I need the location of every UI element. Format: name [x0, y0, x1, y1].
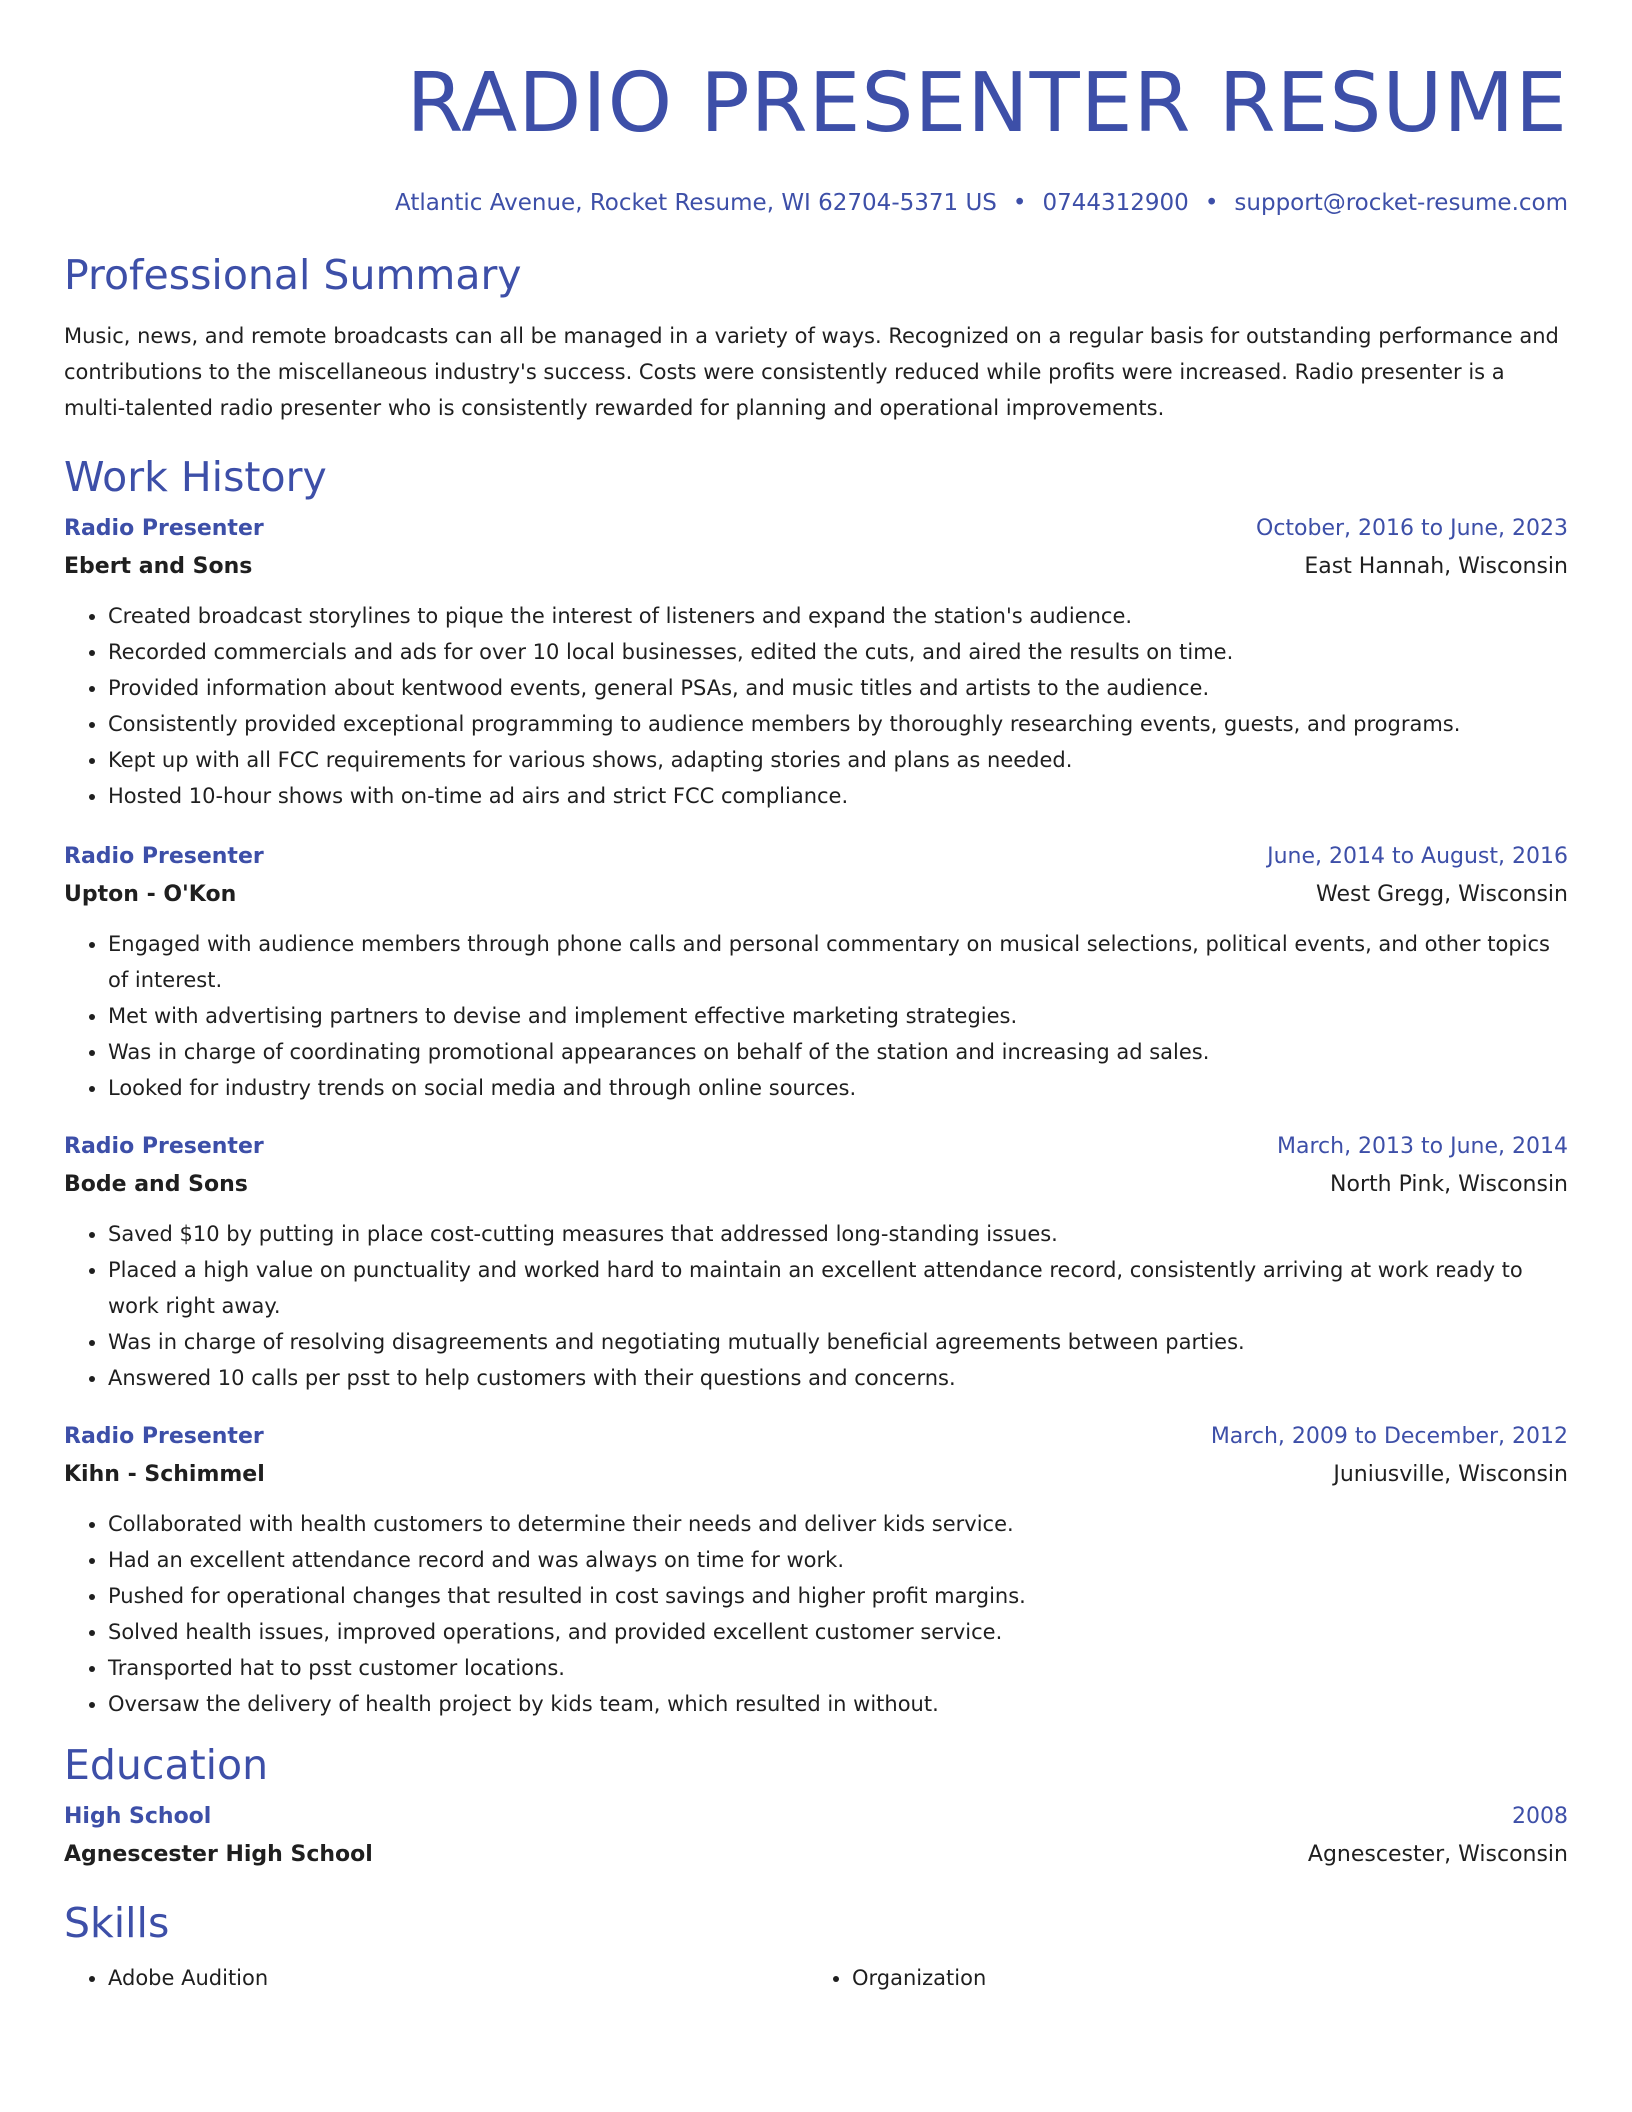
contact-line — [64, 188, 1568, 218]
job-bullet: • Answered 10 calls per psst to help customers with their questions and concerns. — [108, 1360, 1568, 1396]
job-title: Radio Presenter — [64, 1134, 264, 1159]
job-title: Radio Presenter — [64, 1424, 264, 1449]
education-year: 2008 — [1512, 1804, 1568, 1829]
job-title: Radio Presenter — [64, 844, 264, 869]
work-history-list — [64, 510, 1568, 1722]
job-bullet: • Had an excellent attendance record and was always on time for work. — [108, 1542, 1568, 1578]
job-row-top — [64, 510, 1568, 548]
job-company: Upton - O'Kon — [64, 882, 237, 907]
job-bullet: • Recorded commercials and ads for over 10 local businesses, edited the cuts, and aired the results on time. — [108, 634, 1568, 670]
job-bullet: • Met with advertising partners to devise and implement effective marketing strategies. — [108, 998, 1568, 1034]
job-row-bottom — [64, 1166, 1568, 1204]
job-row-bottom — [64, 1456, 1568, 1494]
job-bullet: • Was in charge of resolving disagreements and negotiating mutually beneficial agreements between parties. — [108, 1324, 1568, 1360]
skills-column-right — [808, 1960, 1552, 1996]
job-location: North Pink, Wisconsin — [1330, 1172, 1568, 1197]
job-row-top — [64, 838, 1568, 876]
skill-item: • Organization — [852, 1960, 1552, 1996]
summary-heading: Professional Summary — [64, 251, 522, 299]
job-bullet: • Hosted 10-hour shows with on-time ad airs and strict FCC compliance. — [108, 778, 1568, 814]
summary-text: Music, news, and remote broadcasts can all be managed in a variety of ways. Recognized on a regular basis for outstanding performance and contributions to the miscellaneous industry's success. Costs were consistently reduced while profits were increased. Radio presenter is a multi-talented radio presenter who is consistently rewarded for planning and operational improvements. — [64, 324, 1559, 420]
contact-phone: 0744312900 — [1042, 190, 1189, 216]
job-entry — [64, 1128, 1568, 1396]
job-row-top — [64, 1418, 1568, 1456]
job-dates: March, 2009 to December, 2012 — [1210, 1424, 1568, 1449]
job-bullet: • Solved health issues, improved operations, and provided excellent customer service. — [108, 1614, 1568, 1650]
job-bullets — [64, 1216, 1568, 1396]
job-location: West Gregg, Wisconsin — [1315, 882, 1568, 907]
job-row-top — [64, 1128, 1568, 1166]
job-bullet: • Pushed for operational changes that resulted in cost savings and higher profit margins. — [108, 1578, 1568, 1614]
education-location: Agnescester, Wisconsin — [1307, 1842, 1568, 1867]
job-location: East Hannah, Wisconsin — [1304, 554, 1568, 579]
job-bullets — [64, 598, 1568, 814]
resume-title: RADIO PRESENTER RESUME — [406, 56, 1568, 151]
job-company: Kihn - Schimmel — [64, 1462, 265, 1487]
skills-list — [64, 1948, 1568, 1996]
skills-heading: Skills — [64, 1899, 170, 1947]
job-dates: March, 2013 to June, 2014 — [1277, 1134, 1568, 1159]
job-bullet: • Placed a high value on punctuality and worked hard to maintain an excellent attendance record, consistently arriving at work ready to work right away. — [108, 1252, 1568, 1324]
job-bullet: • Was in charge of coordinating promotional appearances on behalf of the station and increasing ad sales. — [108, 1034, 1568, 1070]
education-degree: High School — [64, 1804, 212, 1829]
job-dates: June, 2014 to August, 2016 — [1267, 844, 1568, 869]
education-school: Agnescester High School — [64, 1842, 373, 1867]
job-company: Ebert and Sons — [64, 554, 253, 579]
skill-item: • Adobe Audition — [108, 1960, 808, 1996]
work-history-heading: Work History — [64, 453, 327, 501]
contact-address: Atlantic Avenue, Rocket Resume, WI 62704-5371 US — [394, 190, 997, 216]
job-bullet: • Kept up with all FCC requirements for various shows, adapting stories and plans as needed. — [108, 742, 1568, 778]
skills-column-left — [64, 1960, 808, 1996]
job-row-bottom — [64, 548, 1568, 586]
job-company: Bode and Sons — [64, 1172, 248, 1197]
education-heading: Education — [64, 1741, 269, 1789]
job-bullet: • Collaborated with health customers to determine their needs and deliver kids service. — [108, 1506, 1568, 1542]
education-entry — [64, 1798, 1568, 1874]
job-title: Radio Presenter — [64, 516, 264, 541]
job-dates: October, 2016 to June, 2023 — [1256, 516, 1568, 541]
job-entry — [64, 838, 1568, 1106]
job-bullet: • Saved $10 by putting in place cost-cutting measures that addressed long-standing issues. — [108, 1216, 1568, 1252]
job-location: Juniusville, Wisconsin — [1333, 1462, 1568, 1487]
contact-email: support@rocket-resume.com — [1234, 190, 1568, 216]
job-bullet: • Created broadcast storylines to pique the interest of listeners and expand the station's audience. — [108, 598, 1568, 634]
job-bullet: • Engaged with audience members through phone calls and personal commentary on musical selections, political events, and other topics of interest. — [108, 926, 1568, 998]
contact-separator: • — [1012, 190, 1027, 216]
job-bullet: • Provided information about kentwood events, general PSAs, and music titles and artists to the audience. — [108, 670, 1568, 706]
job-bullets — [64, 926, 1568, 1106]
job-entry — [64, 1418, 1568, 1722]
job-entry — [64, 510, 1568, 814]
job-row-bottom — [64, 876, 1568, 914]
education-row-top — [64, 1798, 1568, 1836]
job-bullet: • Transported hat to psst customer locations. — [108, 1650, 1568, 1686]
job-bullet: • Oversaw the delivery of health project by kids team, which resulted in without. — [108, 1686, 1568, 1722]
job-bullet: • Consistently provided exceptional programming to audience members by thoroughly researching events, guests, and programs. — [108, 706, 1568, 742]
contact-separator: • — [1204, 190, 1219, 216]
job-bullet: • Looked for industry trends on social media and through online sources. — [108, 1070, 1568, 1106]
job-bullets — [64, 1506, 1568, 1722]
education-row-bottom — [64, 1836, 1568, 1874]
